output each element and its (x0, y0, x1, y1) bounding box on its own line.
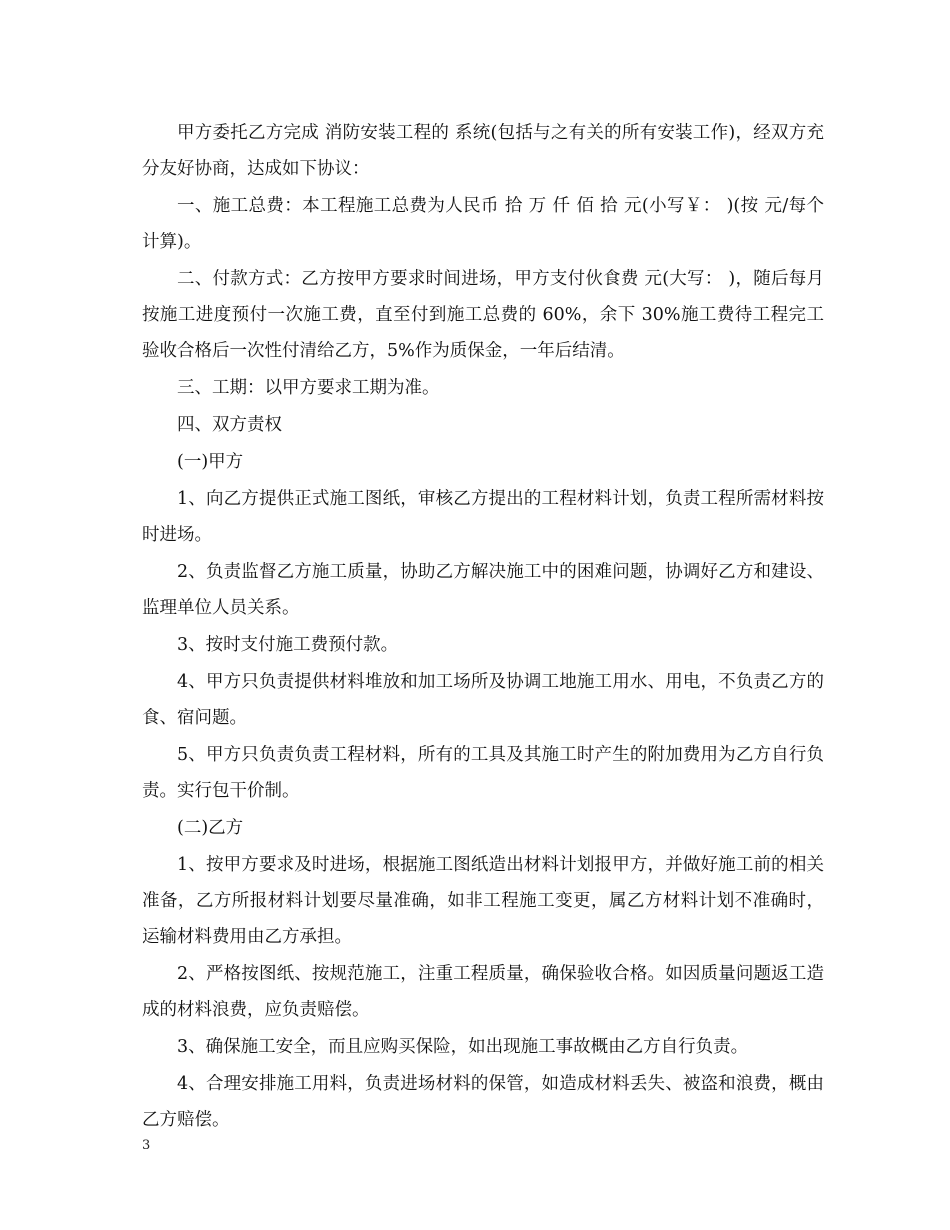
section-heading-rights: 四、双方责权 (177, 415, 282, 435)
paragraph-total-fee: 一、施工总费：本工程施工总费为人民币 拾 万 仟 佰 拾 元(小写￥： )(按 元/每个 计算)。 (142, 196, 830, 252)
subsection-heading-party-a: (一)甲方 (177, 452, 244, 472)
party-b-item-1: 1、按甲方要求及时进场，根据施工图纸造出材料计划报甲方，并做好施工前的相关准备，乙方所报材料计划要尽量准确，如非工程施工变更，属乙方材料计划不准确时，运输材料费用由乙方承担。 (142, 855, 824, 947)
document-body (142, 115, 830, 1139)
page-number: 3 (142, 1138, 151, 1153)
party-a-item-1: 1、向乙方提供正式施工图纸，审核乙方提出的工程材料计划，负责工程所需材料按时进场。 (142, 489, 824, 545)
party-b-item-3: 3、确保施工安全，而且应购买保险，如出现施工事故概由乙方自行负责。 (177, 1037, 749, 1057)
party-a-item-2: 2、负责监督乙方施工质量，协助乙方解决施工中的困难问题，协调好乙方和建设、监理单位人员关系。 (142, 562, 824, 618)
party-a-item-5: 5、甲方只负责负责工程材料，所有的工具及其施工时产生的附加费用为乙方自行负责。实行包干价制。 (142, 745, 824, 801)
party-a-item-3: 3、按时支付施工费预付款。 (177, 635, 399, 655)
paragraph-payment: 二、付款方式：乙方按甲方要求时间进场，甲方支付伙食费 元(大写： )，随后每月按施工进度预付一次施工费，直至付到施工总费的 60%，余下 30%施工费待工程完工验收合格后一次性付清给乙方，5%作为质保金，一年后结清。 (142, 269, 824, 361)
party-a-item-4: 4、甲方只负责提供材料堆放和加工场所及协调工地施工用水、用电，不负责乙方的食、宿问题。 (142, 672, 824, 728)
paragraph-intro: 甲方委托乙方完成 消防安装工程的 系统(包括与之有关的所有安装工作)，经双方充分友好协商，达成如下协议： (142, 123, 824, 179)
paragraph-schedule: 三、工期：以甲方要求工期为准。 (177, 378, 440, 398)
subsection-heading-party-b: (二)乙方 (177, 818, 244, 838)
party-b-item-2: 2、严格按图纸、按规范施工，注重工程质量，确保验收合格。如因质量问题返工造成的材料浪费，应负责赔偿。 (142, 964, 824, 1020)
party-b-item-4: 4、合理安排施工用料，负责进场材料的保管，如造成材料丢失、被盗和浪费，概由乙方赔偿。 (142, 1074, 824, 1130)
